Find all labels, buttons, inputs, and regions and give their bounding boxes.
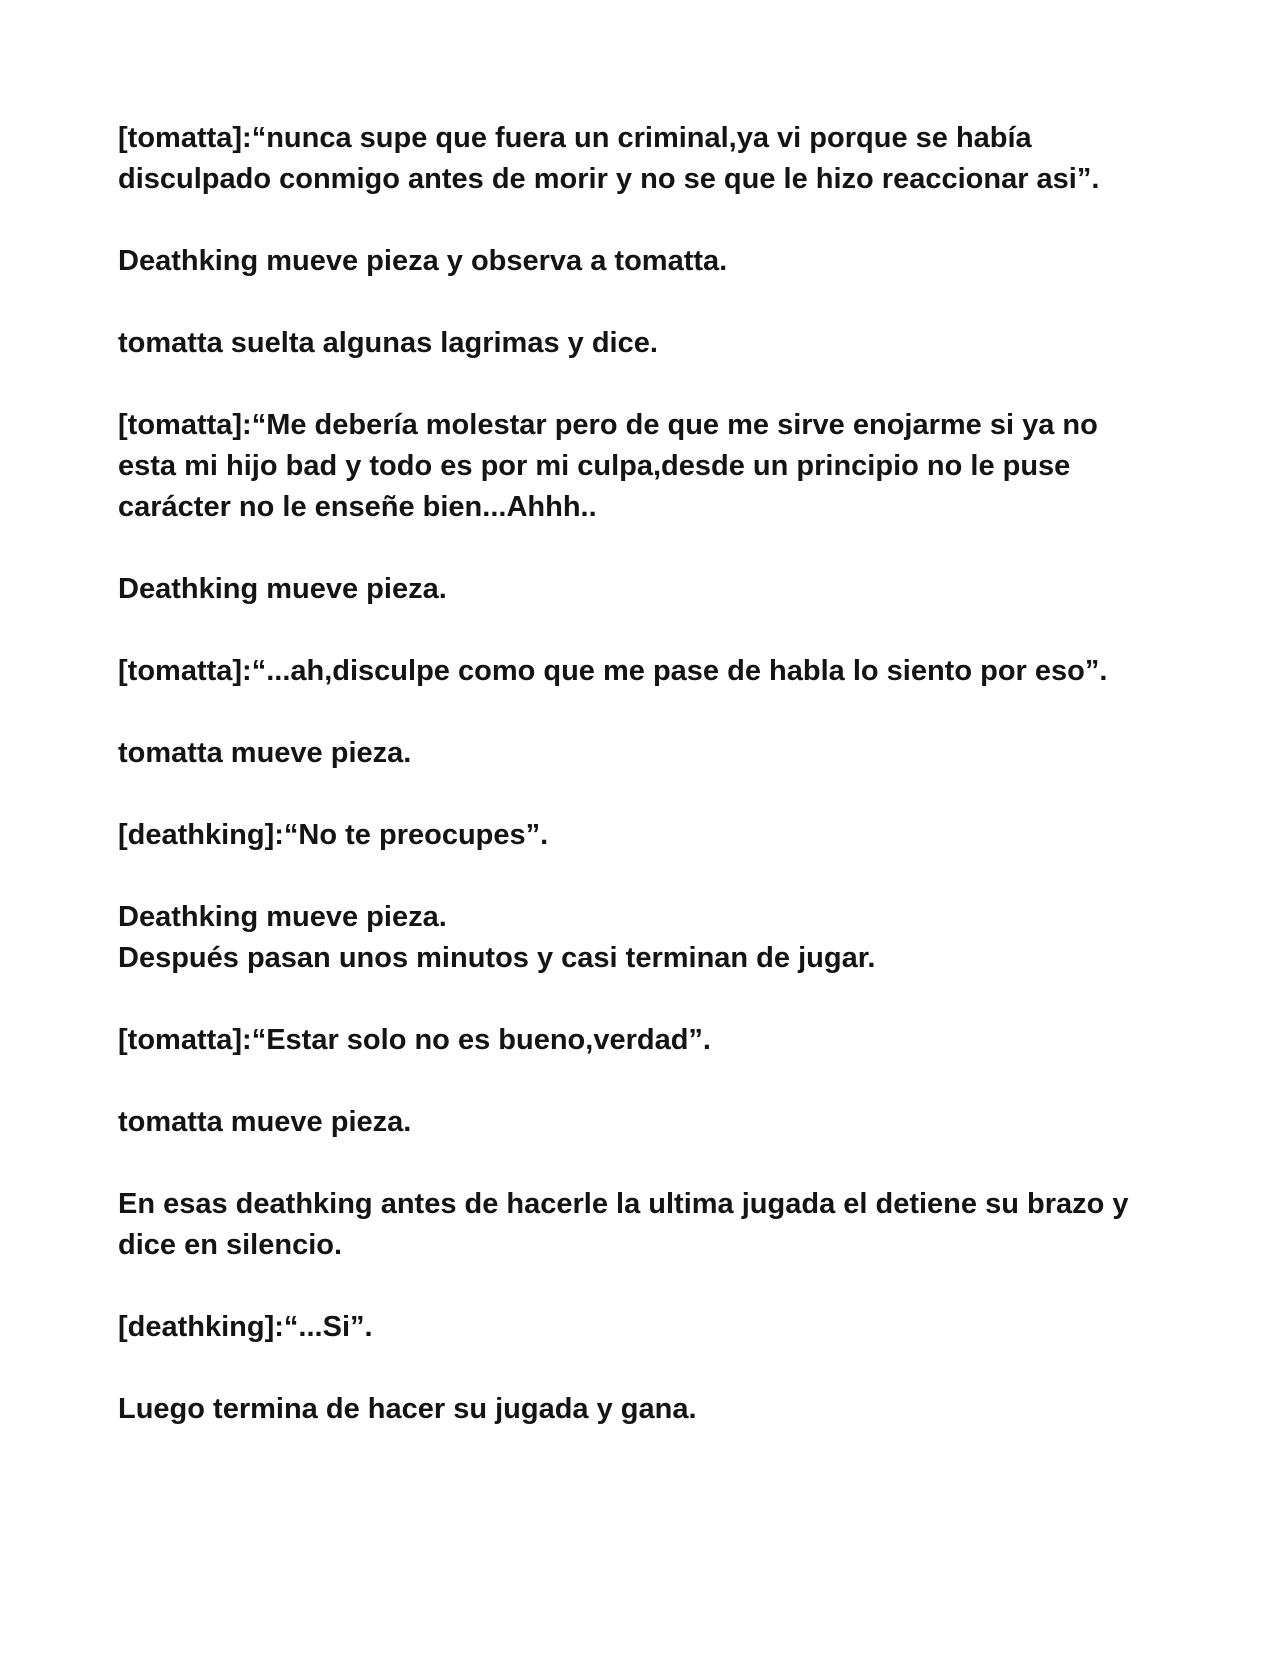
text-line: [tomatta]:“nunca supe que fuera un criminal,ya vi porque se había bbox=[118, 122, 1032, 154]
text-line: [tomatta]:“Me debería molestar pero de que me sirve enojarme si ya no bbox=[118, 409, 1098, 441]
text-line: En esas deathking antes de hacerle la ultima jugada el detiene su brazo y bbox=[118, 1188, 1129, 1220]
text-line: tomatta suelta algunas lagrimas y dice. bbox=[118, 327, 658, 359]
text-line: Después pasan unos minutos y casi terminan de jugar. bbox=[118, 942, 876, 974]
paragraph-2 bbox=[118, 241, 1178, 282]
paragraph-5 bbox=[118, 569, 1178, 610]
paragraph-8 bbox=[118, 815, 1178, 856]
paragraph-13 bbox=[118, 1307, 1178, 1348]
paragraph-7 bbox=[118, 733, 1178, 774]
paragraph-4 bbox=[118, 405, 1178, 528]
text-line: [tomatta]:“Estar solo no es bueno,verdad”. bbox=[118, 1024, 711, 1056]
paragraph-11 bbox=[118, 1102, 1178, 1143]
text-line: carácter no le enseñe bien...Ahhh.. bbox=[118, 491, 597, 523]
text-line: Deathking mueve pieza. bbox=[118, 901, 447, 933]
text-line: [deathking]:“...Si”. bbox=[118, 1311, 373, 1343]
text-line: [deathking]:“No te preocupes”. bbox=[118, 819, 549, 851]
text-line: Deathking mueve pieza. bbox=[118, 573, 447, 605]
text-line: Luego termina de hacer su jugada y gana. bbox=[118, 1393, 697, 1425]
text-line: tomatta mueve pieza. bbox=[118, 737, 412, 769]
paragraph-14 bbox=[118, 1389, 1178, 1430]
text-line: disculpado conmigo antes de morir y no se que le hizo reaccionar asi”. bbox=[118, 163, 1100, 195]
paragraph-9 bbox=[118, 897, 1178, 979]
text-line: [tomatta]:“...ah,disculpe como que me pase de habla lo siento por eso”. bbox=[118, 655, 1108, 687]
text-line: dice en silencio. bbox=[118, 1229, 343, 1261]
paragraph-1 bbox=[118, 118, 1178, 200]
document-body bbox=[118, 118, 1178, 1471]
paragraph-10 bbox=[118, 1020, 1178, 1061]
paragraph-6 bbox=[118, 651, 1178, 692]
text-line: tomatta mueve pieza. bbox=[118, 1106, 412, 1138]
paragraph-3 bbox=[118, 323, 1178, 364]
text-line: Deathking mueve pieza y observa a tomatta. bbox=[118, 245, 728, 277]
paragraph-12 bbox=[118, 1184, 1178, 1266]
text-line: esta mi hijo bad y todo es por mi culpa,desde un principio no le puse bbox=[118, 450, 1071, 482]
